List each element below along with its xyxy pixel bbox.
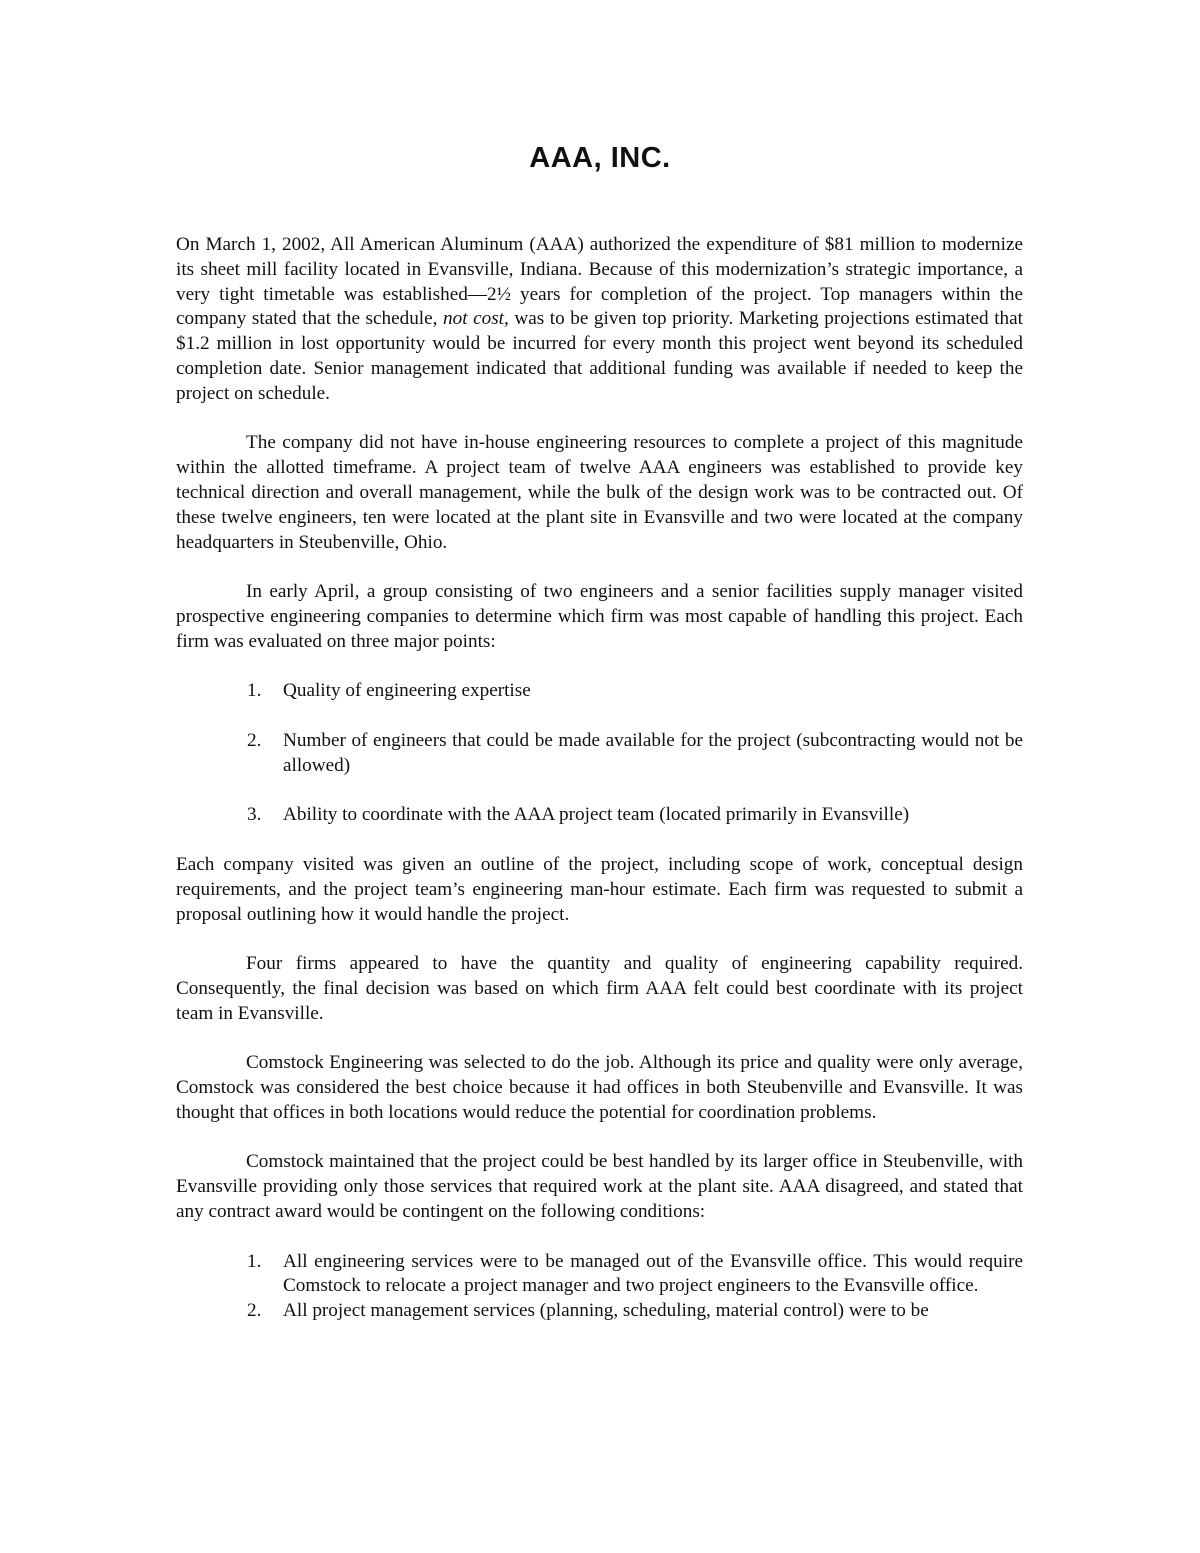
list-text: Quality of engineering expertise	[283, 680, 531, 702]
contract-conditions-list	[176, 1250, 1023, 1324]
emphasis-not-cost: not cost,	[443, 308, 509, 330]
list-number: 3.	[247, 804, 262, 826]
list-number: 1.	[247, 680, 262, 702]
list-number: 2.	[247, 729, 262, 751]
list-text: All engineering services were to be managed out of the Evansville office. This would require Comstock to relocate a project manager and two project engineers to the Evansville office.	[283, 1250, 1023, 1297]
paragraph-evaluation: In early April, a group consisting of two engineers and a senior facilities supply manager visited prospective engineering companies to determine which firm was most capable of handling this project. Each firm was evaluated on three major points:	[176, 581, 1023, 652]
list-number: 2.	[247, 1300, 262, 1322]
list-text: Ability to coordinate with the AAA project team (located primarily in Evansville)	[283, 804, 910, 826]
list-text: All project management services (planning, scheduling, material control) were to be	[283, 1300, 929, 1322]
list-item	[176, 679, 1023, 704]
list-item	[176, 803, 1023, 828]
paragraph-resources: The company did not have in-house engineering resources to complete a project of this magnitude within the allotted timeframe. A project team of twelve AAA engineers was established to provide key technical direction and overall management, while the bulk of the design work was to be contracted out. Of these twelve engineers, ten were located at the plant site in Evansville and two were located at the company headquarters in Steubenville, Ohio.	[176, 432, 1023, 553]
paragraph-intro	[176, 233, 1023, 407]
paragraph-comstock-selected: Comstock Engineering was selected to do the job. Although its price and quality were only average, Comstock was considered the best choice because it had offices in both Steubenville and Evansville. It was thought that offices in both locations would reduce the potential for coordination problems.	[176, 1052, 1023, 1123]
list-item	[176, 1250, 1023, 1300]
paragraph-four-firms: Four firms appeared to have the quantity and quality of engineering capability required. Consequently, the final decision was based on which firm AAA felt could best coordinate with its project team in Evansville.	[176, 953, 1023, 1024]
list-text: Number of engineers that could be made available for the project (subcontracting would not be allowed)	[283, 729, 1023, 776]
list-item	[176, 729, 1023, 779]
list-number: 1.	[247, 1250, 262, 1272]
paragraph-outline: Each company visited was given an outline of the project, including scope of work, conceptual design requirements, and the project team’s engineering man-hour estimate. Each firm was requested to submit a proposal outlining how it would handle the project.	[176, 853, 1023, 925]
paragraph-comstock-maintained: Comstock maintained that the project could be best handled by its larger office in Steubenville, with Evansville providing only those services that required work at the plant site. AAA disagreed, and stated that any contract award would be contingent on the following conditions:	[176, 1151, 1023, 1223]
document-title: AAA, INC.	[529, 142, 671, 174]
paragraph-intro-part1: On March 1, 2002, All American Aluminum (AAA) authorized the expenditure of $81 million to modernize its sheet mill facility located in Evansville, Indiana. Because of this modernization’s strategic importance, a very tight timetable was established—2½ years for completion of the project. Top managers within the company stated that the schedule,	[176, 234, 1023, 330]
evaluation-criteria-list	[176, 679, 1023, 828]
list-item	[176, 1299, 1023, 1324]
document-body	[176, 233, 1023, 1349]
paragraph-intro-part2: was to be given top priority. Marketing projections estimated that $1.2 million in lost opportunity would be incurred for every month this project went beyond its scheduled completion date. Senior management indicated that additional funding was available if needed to keep the project on schedule.	[176, 308, 1023, 404]
